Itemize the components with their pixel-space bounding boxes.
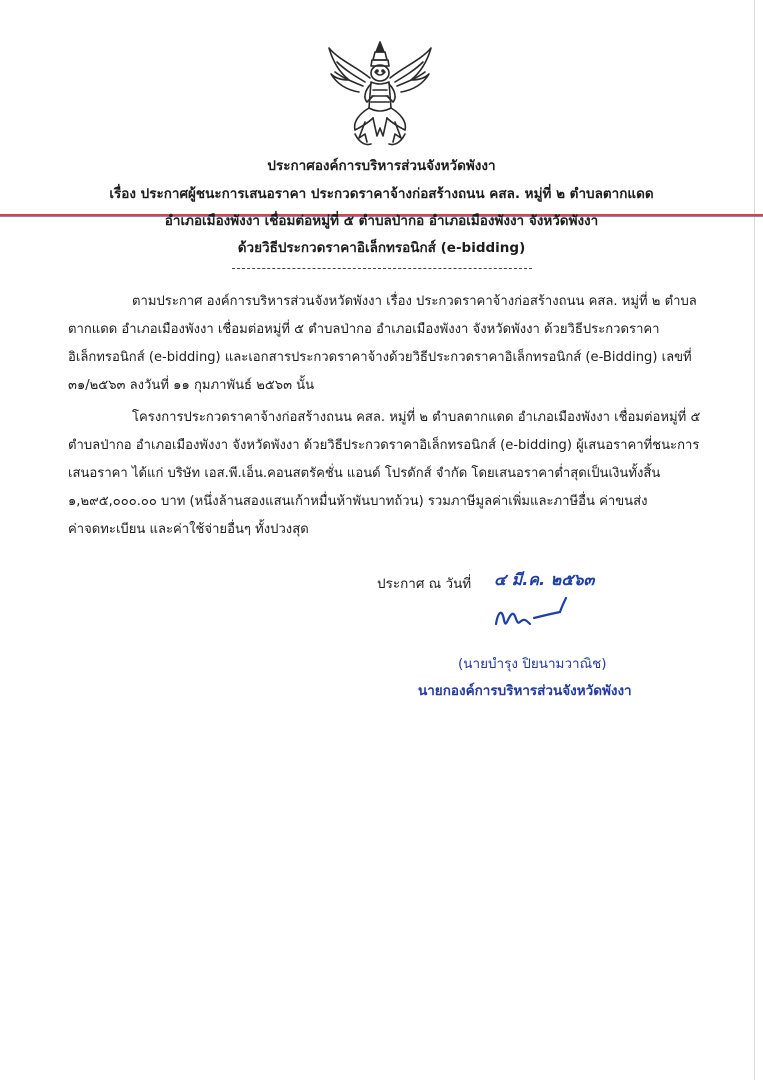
garuda-emblem-icon bbox=[325, 38, 435, 150]
paragraph-line: ค่าจดทะเบียน และค่าใช้จ่ายอื่นๆ ทั้งปวงสุด bbox=[68, 522, 309, 537]
announcement-title: ประกาศองค์การบริหารส่วนจังหวัดพังงา bbox=[267, 158, 496, 174]
signer-name: (นายบำรุง ปิยนามวาณิช) bbox=[458, 656, 607, 672]
dashed-separator bbox=[232, 268, 532, 269]
announce-date-label: ประกาศ ณ วันที่ bbox=[377, 576, 472, 592]
paragraph-line: ๑,๒๙๕,๐๐๐.๐๐ บาท (หนึ่งล้านสองแสนเก้าหมื่นห้าพันบาทถ้วน) รวมภาษีมูลค่าเพิ่มและภาษีอื่น ค่าขนส่ง bbox=[68, 494, 648, 509]
signer-title: นายกองค์การบริหารส่วนจังหวัดพังงา bbox=[418, 683, 632, 699]
subject-line-continued: อำเภอเมืองพังงา เชื่อมต่อหมู่ที่ ๕ ตำบลป่ากอ อำเภอเมืองพังงา จังหวัดพังงา bbox=[164, 213, 599, 229]
paragraph-line: อิเล็กทรอนิกส์ (e-bidding) และเอกสารประกวดราคาจ้างด้วยวิธีประกวดราคาอิเล็กทรอนิกส์ (e-Bidding) เลขที่ bbox=[68, 350, 692, 365]
paragraph-line: โครงการประกวดราคาจ้างก่อสร้างถนน คสล. หมู่ที่ ๒ ตำบลตากแดด อำเภอเมืองพังงา เชื่อมต่อหมู่ที่ ๕ bbox=[132, 410, 701, 425]
paragraph-line: ๓๑/๒๕๖๓ ลงวันที่ ๑๑ กุมภาพันธ์ ๒๕๖๓ นั้น bbox=[68, 378, 315, 393]
subject-line: เรื่อง ประกาศผู้ชนะการเสนอราคา ประกวดราคาจ้างก่อสร้างถนน คสล. หมู่ที่ ๒ ตำบลตากแดด bbox=[109, 186, 654, 202]
paragraph-winner bbox=[68, 404, 701, 544]
paragraph-line: เสนอราคา ได้แก่ บริษัท เอส.พี.เอ็น.คอนสตรัคชั่น แอนด์ โปรดักส์ จำกัด โดยเสนอราคาต่ำสุดเป็นเงินทั้งสิ้น bbox=[68, 466, 661, 481]
paragraph-line: ตากแดด อำเภอเมืองพังงา เชื่อมต่อหมู่ที่ ๕ ตำบลป่ากอ อำเภอเมืองพังงา จังหวัดพังงา ด้วยวิธีประกวดราคา bbox=[68, 322, 660, 337]
paragraph-line: ตำบลป่ากอ อำเภอเมืองพังงา จังหวัดพังงา ด้วยวิธีประกวดราคาอิเล็กทรอนิกส์ (e-bidding) ผู้เสนอราคาที่ชนะการ bbox=[68, 438, 700, 453]
bidding-method-line: ด้วยวิธีประกวดราคาอิเล็กทรอนิกส์ (e-bidding) bbox=[237, 240, 526, 256]
paragraph-line: ตามประกาศ องค์การบริหารส่วนจังหวัดพังงา เรื่อง ประกวดราคาจ้างก่อสร้างถนน คสล. หมู่ที่ ๒ ตำบล bbox=[132, 294, 697, 309]
paragraph-reference bbox=[68, 288, 698, 400]
announce-date-value: ๔ มี.ค. ๒๕๖๓ bbox=[494, 570, 595, 589]
handwritten-signature-icon bbox=[490, 594, 570, 636]
